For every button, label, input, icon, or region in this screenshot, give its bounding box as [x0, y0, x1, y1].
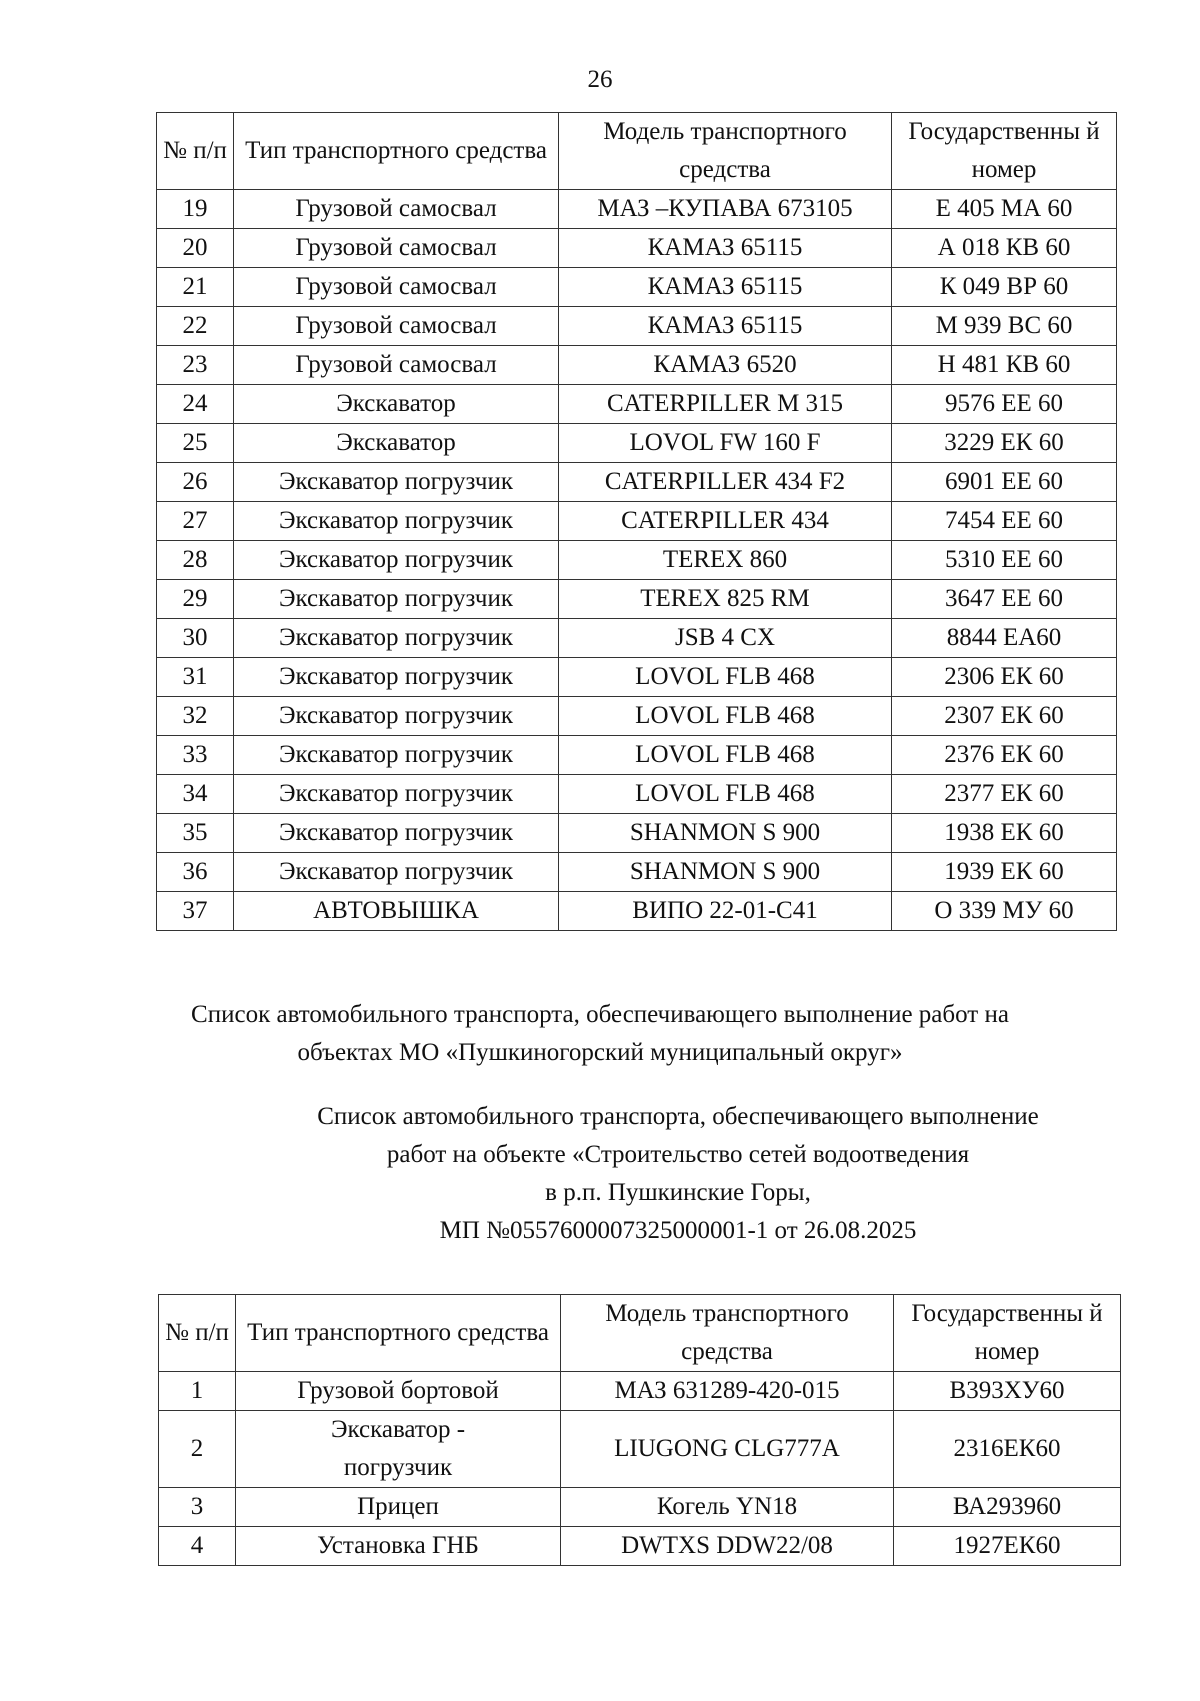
cell-type: Экскаватор погрузчик	[234, 736, 559, 775]
table-row	[157, 190, 1117, 229]
cell-type: Экскаватор погрузчик	[234, 697, 559, 736]
cell-plate: Н 481 КВ 60	[892, 346, 1117, 385]
cell-plate: 2306 ЕК 60	[892, 658, 1117, 697]
header-type: Тип транспортного средства	[234, 113, 559, 190]
cell-model: CATERPILLER 434	[559, 502, 892, 541]
cell-plate: 1939 ЕК 60	[892, 853, 1117, 892]
cell-type: Грузовой самосвал	[234, 307, 559, 346]
cell-plate: 1927ЕК60	[894, 1527, 1121, 1566]
cell-plate: 8844 ЕА60	[892, 619, 1117, 658]
caption-line: работ на объекте «Строительство сетей водоотведения	[386, 1141, 970, 1168]
cell-model: Когель YN18	[561, 1488, 894, 1527]
table-row	[159, 1411, 1121, 1488]
cell-n: 20	[157, 229, 234, 268]
cell-model: КАМАЗ 65115	[559, 229, 892, 268]
header-model: Модель транспортного средства	[561, 1295, 894, 1372]
cell-type: Грузовой самосвал	[234, 229, 559, 268]
table-row	[157, 463, 1117, 502]
caption-line: МП №0557600007325000001-1 от 26.08.2025	[439, 1217, 917, 1244]
cell-type: Экскаватор погрузчик	[234, 580, 559, 619]
cell-n: 35	[157, 814, 234, 853]
cell-type: Грузовой самосвал	[234, 190, 559, 229]
cell-model: LIUGONG CLG777A	[561, 1411, 894, 1488]
cell-n: 33	[157, 736, 234, 775]
table-row	[157, 892, 1117, 931]
cell-plate: 3647 ЕЕ 60	[892, 580, 1117, 619]
cell-n: 21	[157, 268, 234, 307]
cell-model: SHANMON S 900	[559, 814, 892, 853]
table-row	[157, 502, 1117, 541]
cell-n: 26	[157, 463, 234, 502]
header-model: Модель транспортного средства	[559, 113, 892, 190]
cell-n: 3	[159, 1488, 236, 1527]
table-row	[159, 1488, 1121, 1527]
table-row	[157, 697, 1117, 736]
cell-model: CATERPILLER M 315	[559, 385, 892, 424]
cell-plate: 6901 ЕЕ 60	[892, 463, 1117, 502]
cell-n: 2	[159, 1411, 236, 1488]
cell-model: TEREX 825 RM	[559, 580, 892, 619]
cell-plate: А 018 КВ 60	[892, 229, 1117, 268]
table-row	[157, 307, 1117, 346]
cell-n: 4	[159, 1527, 236, 1566]
cell-model: МАЗ –КУПАВА 673105	[559, 190, 892, 229]
table-row	[157, 424, 1117, 463]
cell-model: TEREX 860	[559, 541, 892, 580]
cell-model: LOVOL FLB 468	[559, 658, 892, 697]
header-plate: Государственны й номер	[892, 113, 1117, 190]
cell-n: 29	[157, 580, 234, 619]
table-row	[157, 658, 1117, 697]
cell-plate: К 049 ВР 60	[892, 268, 1117, 307]
cell-plate: В393ХУ60	[894, 1372, 1121, 1411]
table-row	[157, 775, 1117, 814]
cell-plate: М 939 ВС 60	[892, 307, 1117, 346]
cell-n: 34	[157, 775, 234, 814]
caption-line: Список автомобильного транспорта, обеспечивающего выполнение работ на	[191, 1001, 1009, 1028]
cell-model: SHANMON S 900	[559, 853, 892, 892]
cell-n: 1	[159, 1372, 236, 1411]
cell-model: LOVOL FLB 468	[559, 697, 892, 736]
caption-line: Список автомобильного транспорта, обеспечивающего выполнение	[317, 1103, 1039, 1130]
cell-plate: ВА293960	[894, 1488, 1121, 1527]
cell-model: LOVOL FLB 468	[559, 775, 892, 814]
cell-type: Прицеп	[236, 1488, 561, 1527]
header-num: № п/п	[159, 1295, 236, 1372]
cell-type: Экскаватор погрузчик	[234, 463, 559, 502]
cell-type: Грузовой бортовой	[236, 1372, 561, 1411]
table-row	[159, 1372, 1121, 1411]
caption-line: в р.п. Пушкинские Горы,	[545, 1179, 811, 1206]
cell-model: DWTXS DDW22/08	[561, 1527, 894, 1566]
cell-plate: 2316ЕК60	[894, 1411, 1121, 1488]
page-number: 26	[587, 66, 613, 93]
cell-plate: 2307 ЕК 60	[892, 697, 1117, 736]
cell-plate: 7454 ЕЕ 60	[892, 502, 1117, 541]
cell-type: Экскаватор - погрузчик	[236, 1411, 561, 1488]
cell-type: Экскаватор погрузчик	[234, 658, 559, 697]
header-num: № п/п	[157, 113, 234, 190]
cell-type: Экскаватор погрузчик	[234, 541, 559, 580]
cell-type: Экскаватор погрузчик	[234, 502, 559, 541]
cell-model: КАМАЗ 6520	[559, 346, 892, 385]
cell-type: Экскаватор погрузчик	[234, 619, 559, 658]
section-caption-1	[0, 996, 1200, 1072]
table-row	[157, 385, 1117, 424]
cell-model: LOVOL FW 160 F	[559, 424, 892, 463]
cell-n: 25	[157, 424, 234, 463]
cell-model: МАЗ 631289-420-015	[561, 1372, 894, 1411]
cell-type: Экскаватор погрузчик	[234, 775, 559, 814]
cell-model: LOVOL FLB 468	[559, 736, 892, 775]
cell-plate: 3229 ЕК 60	[892, 424, 1117, 463]
cell-model: КАМАЗ 65115	[559, 307, 892, 346]
cell-n: 32	[157, 697, 234, 736]
cell-n: 19	[157, 190, 234, 229]
cell-plate: 1938 ЕК 60	[892, 814, 1117, 853]
table-row	[157, 580, 1117, 619]
cell-type: Экскаватор погрузчик	[234, 814, 559, 853]
vehicle-table-2	[158, 1294, 1121, 1566]
cell-n: 22	[157, 307, 234, 346]
cell-type: Экскаватор погрузчик	[234, 853, 559, 892]
cell-n: 31	[157, 658, 234, 697]
table-row	[157, 346, 1117, 385]
cell-n: 27	[157, 502, 234, 541]
section-caption-2	[0, 1098, 1200, 1250]
table-row	[157, 814, 1117, 853]
header-plate: Государственны й номер	[894, 1295, 1121, 1372]
header-type: Тип транспортного средства	[236, 1295, 561, 1372]
cell-type: АВТОВЫШКА	[234, 892, 559, 931]
cell-plate: 2377 ЕК 60	[892, 775, 1117, 814]
cell-plate: 2376 ЕК 60	[892, 736, 1117, 775]
table-row	[157, 619, 1117, 658]
cell-type: Грузовой самосвал	[234, 346, 559, 385]
caption-line: объектах МО «Пушкиногорский муниципальный округ»	[297, 1039, 903, 1066]
cell-plate: Е 405 МА 60	[892, 190, 1117, 229]
cell-plate: О 339 МУ 60	[892, 892, 1117, 931]
table-row	[157, 229, 1117, 268]
cell-model: CATERPILLER 434 F2	[559, 463, 892, 502]
cell-n: 37	[157, 892, 234, 931]
cell-model: JSB 4 CX	[559, 619, 892, 658]
cell-n: 23	[157, 346, 234, 385]
vehicle-table-1	[156, 112, 1117, 931]
cell-n: 28	[157, 541, 234, 580]
cell-plate: 5310 ЕЕ 60	[892, 541, 1117, 580]
table-header-row	[159, 1295, 1121, 1372]
cell-n: 24	[157, 385, 234, 424]
table-row	[157, 736, 1117, 775]
cell-type: Экскаватор	[234, 385, 559, 424]
cell-n: 30	[157, 619, 234, 658]
table-row	[157, 541, 1117, 580]
cell-type: Экскаватор	[234, 424, 559, 463]
table-row	[157, 268, 1117, 307]
cell-model: КАМАЗ 65115	[559, 268, 892, 307]
table-row	[157, 853, 1117, 892]
table-header-row	[157, 113, 1117, 190]
cell-model: ВИПО 22-01-С41	[559, 892, 892, 931]
cell-n: 36	[157, 853, 234, 892]
cell-type: Грузовой самосвал	[234, 268, 559, 307]
table-row	[159, 1527, 1121, 1566]
cell-plate: 9576 ЕЕ 60	[892, 385, 1117, 424]
cell-type: Установка ГНБ	[236, 1527, 561, 1566]
